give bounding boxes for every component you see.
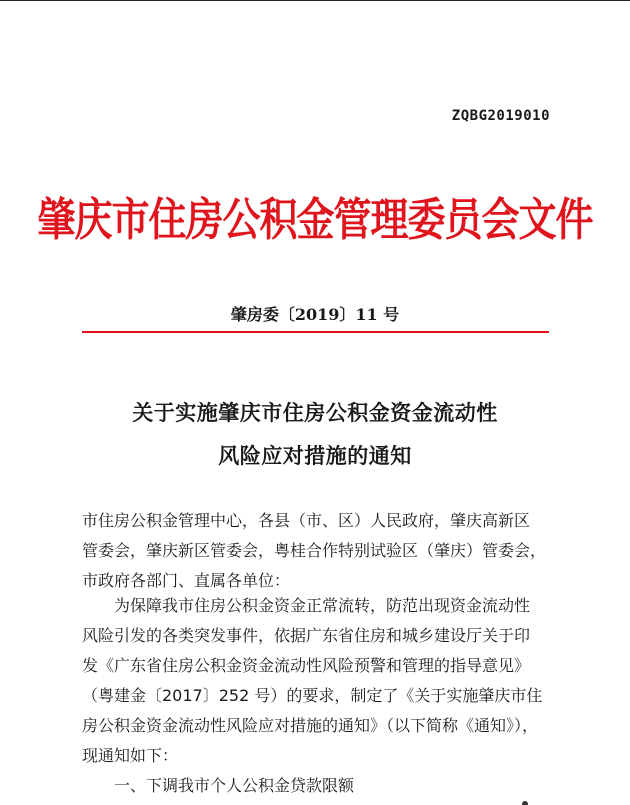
top-border-line xyxy=(0,0,630,1)
intro-paragraph xyxy=(82,591,554,771)
document-number: 肇房委〔2019〕11 号 xyxy=(230,305,400,324)
recipients-line: 市住房公积金管理中心，各县（市、区）人民政府，肇庆高新区 xyxy=(82,511,531,530)
paragraph-line: 发《广东省住房公积金资金流动性风险预警和管理的指导意见》 xyxy=(82,656,531,675)
section-heading-1: 一、下调我市个人公积金贷款限额 xyxy=(114,776,355,795)
red-separator-line xyxy=(82,331,549,333)
recipients-line: 市政府各部门、直属各单位： xyxy=(82,571,291,590)
issuer-header: 肇庆市住房公积金管理委员会文件 xyxy=(37,193,593,246)
paragraph-line: 房公积金资金流动性风险应对措施的通知》（以下简称《通知》）， xyxy=(82,716,539,735)
paragraph-line: 为保障我市住房公积金资金正常流转，防范出现资金流动性 xyxy=(114,596,531,615)
notice-title-line-1: 关于实施肇庆市住房公积金资金流动性 xyxy=(132,400,498,425)
recipients-line: 管委会，肇庆新区管委会，粤桂合作特别试验区（肇庆）管委会， xyxy=(82,541,547,560)
notice-title-line-2: 风险应对措施的通知 xyxy=(218,443,412,468)
paragraph-line: 现通知如下： xyxy=(82,746,179,765)
recipients-block xyxy=(82,506,554,596)
document-code: ZQBG2019010 xyxy=(451,108,550,124)
paragraph-line: 风险引发的各类突发事件，依据广东省住房和城乡建设厅关于印 xyxy=(82,626,531,645)
page-corner-mark xyxy=(522,801,528,805)
paragraph-line: （粤建金〔2017〕252 号）的要求，制定了《关于实施肇庆市住 xyxy=(82,686,543,705)
